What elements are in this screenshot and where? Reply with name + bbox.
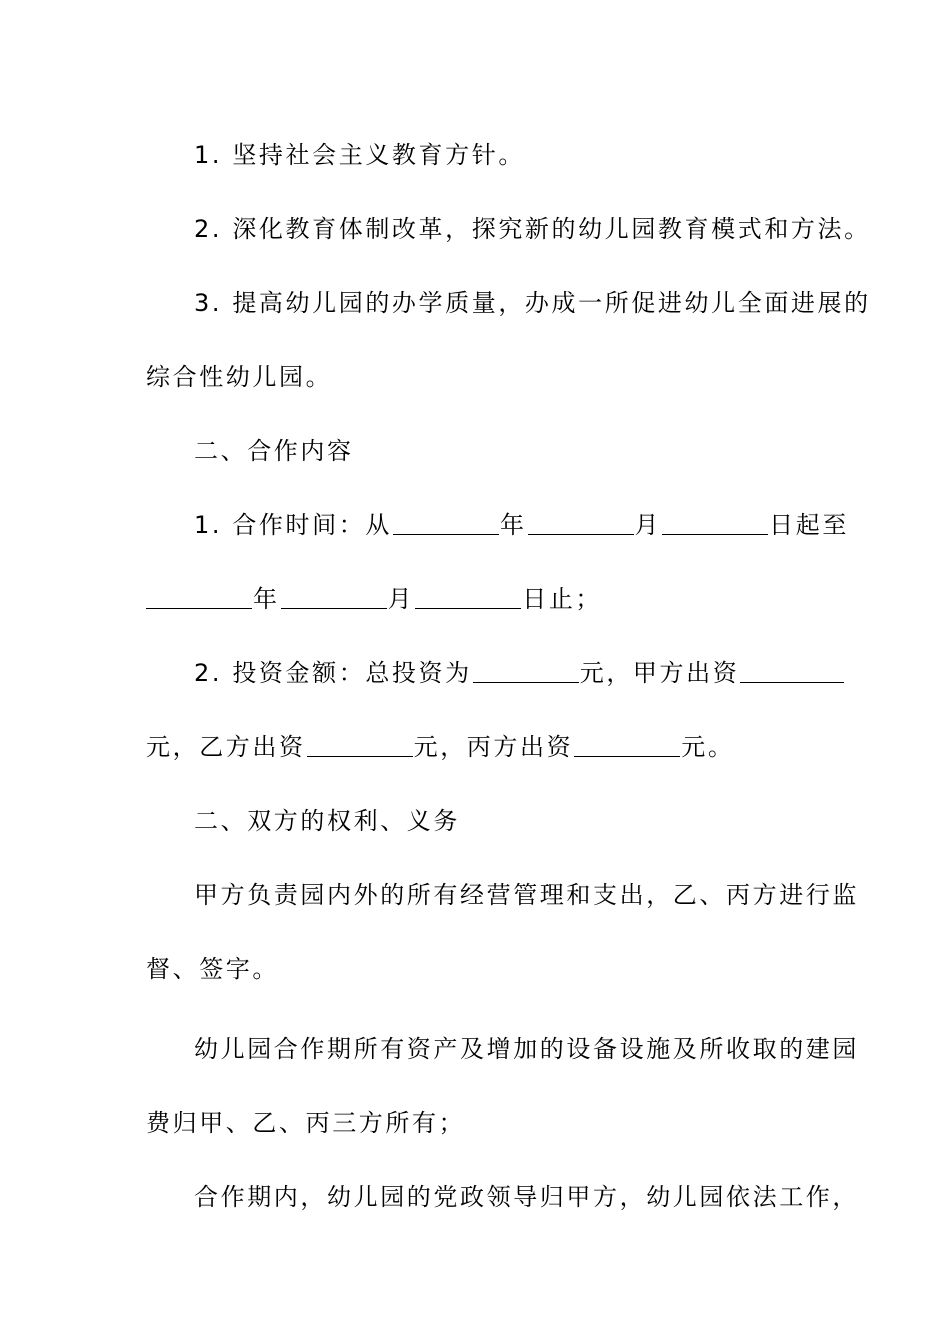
paragraph-text: 合作期内，幼儿园的党政领导归甲方，幼儿园依法工作， <box>194 1183 859 1211</box>
paragraph-management-line-1 <box>194 877 874 913</box>
unit-text: 年 <box>499 511 527 539</box>
blank-end-month-field[interactable] <box>281 583 387 609</box>
paragraph-assets-line-1 <box>194 1031 874 1067</box>
section-heading-rights-obligations <box>194 803 874 839</box>
clause-text: 元，甲方出资 <box>579 659 740 687</box>
paragraph-text: 1. 坚持社会主义教育方针。 <box>194 141 525 169</box>
paragraph-leadership-line-1 <box>194 1179 874 1215</box>
paragraph-principle-2 <box>194 211 874 247</box>
clause-text: 元，丙方出资 <box>413 733 574 761</box>
section-heading-text: 二、合作内容 <box>194 437 354 465</box>
paragraph-assets-line-2 <box>146 1105 826 1141</box>
blank-party-b-investment-field[interactable] <box>307 731 413 757</box>
unit-text: 月 <box>387 585 415 613</box>
clause-text: 1. 合作时间：从 <box>194 511 392 539</box>
clause-text: 2. 投资金额：总投资为 <box>194 659 472 687</box>
paragraph-text: 3. 提高幼儿园的办学质量，办成一所促进幼儿全面进展的 <box>194 289 871 317</box>
investment-amount-line-2 <box>146 729 826 765</box>
paragraph-text: 幼儿园合作期所有资产及增加的设备设施及所收取的建园 <box>194 1035 859 1063</box>
cooperation-period-line-2 <box>146 581 826 617</box>
paragraph-principle-3-line-1 <box>194 285 874 321</box>
paragraph-text: 费归甲、乙、丙三方所有； <box>146 1109 466 1137</box>
paragraph-text: 综合性幼儿园。 <box>146 363 333 391</box>
unit-text: 年 <box>253 585 280 613</box>
paragraph-principle-3-line-2 <box>146 359 826 395</box>
paragraph-text: 2. 深化教育体制改革，探究新的幼儿园教育模式和方法。 <box>194 215 871 243</box>
paragraph-text: 甲方负责园内外的所有经营管理和支出，乙、丙方进行监 <box>194 881 859 909</box>
unit-text: 月 <box>634 511 662 539</box>
blank-start-month-field[interactable] <box>528 509 634 535</box>
section-heading-text: 二、双方的权利、义务 <box>194 807 460 835</box>
section-heading-cooperation-content <box>194 433 874 469</box>
blank-party-a-investment-field[interactable] <box>740 657 844 683</box>
cooperation-period-line-1 <box>194 507 874 543</box>
paragraph-text: 督、签字。 <box>146 955 279 983</box>
blank-end-year-field[interactable] <box>146 583 252 609</box>
blank-total-investment-field[interactable] <box>473 657 579 683</box>
clause-text: 元。 <box>681 733 735 761</box>
investment-amount-line-1 <box>194 655 874 691</box>
paragraph-management-line-2 <box>146 951 826 987</box>
clause-text: 元，乙方出资 <box>146 733 306 761</box>
blank-end-day-field[interactable] <box>415 583 521 609</box>
clause-text: 日止； <box>522 585 603 613</box>
blank-start-year-field[interactable] <box>393 509 499 535</box>
blank-party-c-investment-field[interactable] <box>574 731 680 757</box>
blank-start-day-field[interactable] <box>662 509 768 535</box>
paragraph-principle-1 <box>194 137 874 173</box>
clause-text: 日起至 <box>769 511 849 539</box>
